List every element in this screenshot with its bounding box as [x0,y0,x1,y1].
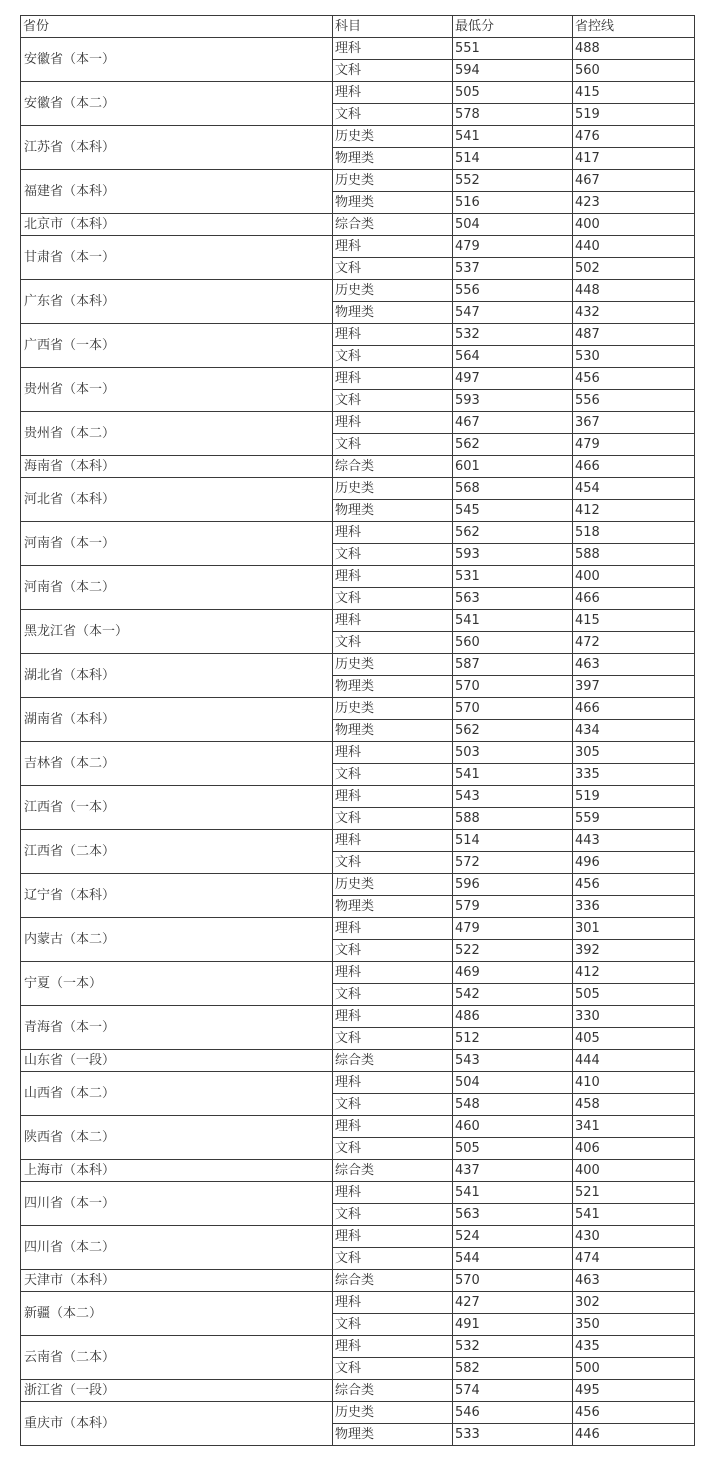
subject-cell: 文科 [333,1314,453,1336]
subject-cell: 理科 [333,1182,453,1204]
min-score-cell: 562 [453,434,573,456]
province-cell: 四川省（本二） [21,1226,333,1270]
table-row [21,236,695,258]
control-line-cell: 406 [573,1138,695,1160]
province-cell: 广西省（一本） [21,324,333,368]
table-header [21,16,695,38]
subject-cell: 文科 [333,1204,453,1226]
control-line-cell: 456 [573,368,695,390]
table-row [21,1182,695,1204]
province-cell: 浙江省（一段） [21,1380,333,1402]
subject-cell: 理科 [333,566,453,588]
province-cell: 湖南省（本科） [21,698,333,742]
table-row [21,1380,695,1402]
subject-cell: 物理类 [333,896,453,918]
header-control-line: 省控线 [573,16,695,38]
subject-cell: 理科 [333,786,453,808]
province-cell: 内蒙古（本二） [21,918,333,962]
min-score-cell: 505 [453,1138,573,1160]
subject-cell: 文科 [333,390,453,412]
min-score-cell: 551 [453,38,573,60]
province-cell: 江西省（一本） [21,786,333,830]
control-line-cell: 496 [573,852,695,874]
control-line-cell: 456 [573,874,695,896]
min-score-cell: 570 [453,698,573,720]
province-cell: 福建省（本科） [21,170,333,214]
control-line-cell: 476 [573,126,695,148]
province-cell: 重庆市（本科） [21,1402,333,1446]
subject-cell: 物理类 [333,302,453,324]
control-line-cell: 467 [573,170,695,192]
min-score-cell: 570 [453,1270,573,1292]
subject-cell: 理科 [333,82,453,104]
subject-cell: 理科 [333,236,453,258]
min-score-cell: 486 [453,1006,573,1028]
subject-cell: 历史类 [333,874,453,896]
min-score-cell: 491 [453,1314,573,1336]
control-line-cell: 487 [573,324,695,346]
subject-cell: 历史类 [333,170,453,192]
min-score-cell: 460 [453,1116,573,1138]
subject-cell: 文科 [333,1358,453,1380]
control-line-cell: 400 [573,1160,695,1182]
control-line-cell: 466 [573,456,695,478]
table-row [21,742,695,764]
min-score-cell: 537 [453,258,573,280]
province-cell: 天津市（本科） [21,1270,333,1292]
province-cell: 甘肃省（本一） [21,236,333,280]
province-cell: 青海省（本一） [21,1006,333,1050]
min-score-cell: 479 [453,918,573,940]
table-row [21,368,695,390]
province-cell: 吉林省（本二） [21,742,333,786]
subject-cell: 理科 [333,610,453,632]
subject-cell: 文科 [333,808,453,830]
subject-cell: 物理类 [333,192,453,214]
control-line-cell: 350 [573,1314,695,1336]
subject-cell: 文科 [333,60,453,82]
table-row [21,478,695,500]
min-score-cell: 596 [453,874,573,896]
control-line-cell: 400 [573,214,695,236]
subject-cell: 理科 [333,1226,453,1248]
control-line-cell: 560 [573,60,695,82]
province-cell: 新疆（本二） [21,1292,333,1336]
min-score-cell: 547 [453,302,573,324]
control-line-cell: 412 [573,500,695,522]
control-line-cell: 434 [573,720,695,742]
subject-cell: 文科 [333,346,453,368]
province-cell: 河北省（本科） [21,478,333,522]
control-line-cell: 502 [573,258,695,280]
min-score-cell: 545 [453,500,573,522]
province-cell: 山西省（本二） [21,1072,333,1116]
subject-cell: 文科 [333,1028,453,1050]
subject-cell: 文科 [333,1248,453,1270]
subject-cell: 文科 [333,632,453,654]
subject-cell: 综合类 [333,1380,453,1402]
min-score-cell: 563 [453,588,573,610]
min-score-cell: 504 [453,214,573,236]
subject-cell: 物理类 [333,1424,453,1446]
province-cell: 山东省（一段） [21,1050,333,1072]
min-score-cell: 562 [453,720,573,742]
subject-cell: 文科 [333,984,453,1006]
control-line-cell: 305 [573,742,695,764]
table-row [21,170,695,192]
subject-cell: 理科 [333,962,453,984]
subject-cell: 理科 [333,324,453,346]
subject-cell: 理科 [333,918,453,940]
min-score-cell: 568 [453,478,573,500]
table-row [21,874,695,896]
subject-cell: 理科 [333,830,453,852]
subject-cell: 历史类 [333,1402,453,1424]
table-row [21,1072,695,1094]
min-score-cell: 505 [453,82,573,104]
control-line-cell: 423 [573,192,695,214]
table-row [21,522,695,544]
control-line-cell: 440 [573,236,695,258]
min-score-cell: 437 [453,1160,573,1182]
table-row [21,126,695,148]
table-row [21,1160,695,1182]
province-cell: 安徽省（本二） [21,82,333,126]
subject-cell: 理科 [333,1072,453,1094]
province-cell: 陕西省（本二） [21,1116,333,1160]
min-score-cell: 504 [453,1072,573,1094]
min-score-cell: 587 [453,654,573,676]
control-line-cell: 397 [573,676,695,698]
table-row [21,918,695,940]
table-row [21,1116,695,1138]
control-line-cell: 519 [573,786,695,808]
control-line-cell: 466 [573,588,695,610]
province-cell: 河南省（本二） [21,566,333,610]
min-score-cell: 578 [453,104,573,126]
province-cell: 黑龙江省（本一） [21,610,333,654]
min-score-cell: 531 [453,566,573,588]
min-score-cell: 560 [453,632,573,654]
subject-cell: 物理类 [333,676,453,698]
min-score-cell: 541 [453,610,573,632]
min-score-cell: 562 [453,522,573,544]
min-score-cell: 601 [453,456,573,478]
province-cell: 贵州省（本一） [21,368,333,412]
min-score-cell: 514 [453,148,573,170]
subject-cell: 物理类 [333,148,453,170]
min-score-cell: 563 [453,1204,573,1226]
province-cell: 上海市（本科） [21,1160,333,1182]
control-line-cell: 466 [573,698,695,720]
min-score-cell: 427 [453,1292,573,1314]
subject-cell: 理科 [333,38,453,60]
control-line-cell: 435 [573,1336,695,1358]
control-line-cell: 302 [573,1292,695,1314]
subject-cell: 理科 [333,1292,453,1314]
control-line-cell: 444 [573,1050,695,1072]
min-score-cell: 582 [453,1358,573,1380]
province-cell: 江苏省（本科） [21,126,333,170]
min-score-cell: 570 [453,676,573,698]
subject-cell: 文科 [333,764,453,786]
control-line-cell: 556 [573,390,695,412]
subject-cell: 理科 [333,1006,453,1028]
subject-cell: 文科 [333,104,453,126]
min-score-cell: 503 [453,742,573,764]
subject-cell: 文科 [333,434,453,456]
control-line-cell: 505 [573,984,695,1006]
province-cell: 贵州省（本二） [21,412,333,456]
table-row [21,214,695,236]
min-score-cell: 548 [453,1094,573,1116]
table-row [21,1006,695,1028]
subject-cell: 综合类 [333,456,453,478]
control-line-cell: 559 [573,808,695,830]
province-cell: 江西省（二本） [21,830,333,874]
control-line-cell: 472 [573,632,695,654]
subject-cell: 历史类 [333,280,453,302]
control-line-cell: 412 [573,962,695,984]
subject-cell: 文科 [333,1138,453,1160]
control-line-cell: 335 [573,764,695,786]
province-cell: 湖北省（本科） [21,654,333,698]
min-score-cell: 579 [453,896,573,918]
min-score-cell: 479 [453,236,573,258]
control-line-cell: 456 [573,1402,695,1424]
min-score-cell: 469 [453,962,573,984]
table-row [21,610,695,632]
control-line-cell: 415 [573,610,695,632]
subject-cell: 理科 [333,1336,453,1358]
control-line-cell: 392 [573,940,695,962]
control-line-cell: 454 [573,478,695,500]
min-score-cell: 524 [453,1226,573,1248]
table-row [21,1226,695,1248]
min-score-cell: 544 [453,1248,573,1270]
table-row [21,280,695,302]
min-score-cell: 588 [453,808,573,830]
table-row [21,786,695,808]
subject-cell: 文科 [333,588,453,610]
subject-cell: 理科 [333,1116,453,1138]
min-score-cell: 532 [453,1336,573,1358]
min-score-cell: 574 [453,1380,573,1402]
header-row [21,16,695,38]
table-row [21,456,695,478]
subject-cell: 理科 [333,522,453,544]
control-line-cell: 400 [573,566,695,588]
subject-cell: 文科 [333,852,453,874]
min-score-cell: 556 [453,280,573,302]
subject-cell: 历史类 [333,654,453,676]
min-score-cell: 593 [453,544,573,566]
min-score-cell: 543 [453,786,573,808]
control-line-cell: 463 [573,654,695,676]
control-line-cell: 495 [573,1380,695,1402]
subject-cell: 历史类 [333,698,453,720]
subject-cell: 综合类 [333,1270,453,1292]
min-score-cell: 497 [453,368,573,390]
table-row [21,654,695,676]
table-row [21,1270,695,1292]
table-row [21,1336,695,1358]
table-body [21,38,695,1446]
min-score-cell: 514 [453,830,573,852]
control-line-cell: 415 [573,82,695,104]
control-line-cell: 474 [573,1248,695,1270]
subject-cell: 文科 [333,544,453,566]
min-score-cell: 594 [453,60,573,82]
control-line-cell: 330 [573,1006,695,1028]
control-line-cell: 479 [573,434,695,456]
header-min-score: 最低分 [453,16,573,38]
control-line-cell: 410 [573,1072,695,1094]
control-line-cell: 430 [573,1226,695,1248]
control-line-cell: 301 [573,918,695,940]
subject-cell: 物理类 [333,720,453,742]
control-line-cell: 443 [573,830,695,852]
subject-cell: 文科 [333,258,453,280]
header-subject: 科目 [333,16,453,38]
control-line-cell: 341 [573,1116,695,1138]
subject-cell: 文科 [333,940,453,962]
min-score-cell: 546 [453,1402,573,1424]
control-line-cell: 458 [573,1094,695,1116]
province-cell: 河南省（本一） [21,522,333,566]
table-row [21,412,695,434]
subject-cell: 综合类 [333,1050,453,1072]
subject-cell: 理科 [333,412,453,434]
score-table [20,15,695,1446]
control-line-cell: 518 [573,522,695,544]
control-line-cell: 488 [573,38,695,60]
province-cell: 广东省（本科） [21,280,333,324]
control-line-cell: 417 [573,148,695,170]
control-line-cell: 541 [573,1204,695,1226]
subject-cell: 理科 [333,368,453,390]
province-cell: 海南省（本科） [21,456,333,478]
min-score-cell: 542 [453,984,573,1006]
table-row [21,1050,695,1072]
control-line-cell: 448 [573,280,695,302]
table-row [21,324,695,346]
province-cell: 四川省（本一） [21,1182,333,1226]
control-line-cell: 446 [573,1424,695,1446]
min-score-cell: 512 [453,1028,573,1050]
min-score-cell: 552 [453,170,573,192]
min-score-cell: 543 [453,1050,573,1072]
min-score-cell: 467 [453,412,573,434]
subject-cell: 历史类 [333,478,453,500]
control-line-cell: 336 [573,896,695,918]
province-cell: 安徽省（本一） [21,38,333,82]
control-line-cell: 367 [573,412,695,434]
table-row [21,566,695,588]
min-score-cell: 541 [453,126,573,148]
subject-cell: 综合类 [333,214,453,236]
control-line-cell: 432 [573,302,695,324]
province-cell: 北京市（本科） [21,214,333,236]
control-line-cell: 521 [573,1182,695,1204]
control-line-cell: 588 [573,544,695,566]
table-row [21,1402,695,1424]
table-row [21,82,695,104]
min-score-cell: 572 [453,852,573,874]
table-row [21,1292,695,1314]
control-line-cell: 530 [573,346,695,368]
table-row [21,962,695,984]
control-line-cell: 519 [573,104,695,126]
subject-cell: 理科 [333,742,453,764]
subject-cell: 物理类 [333,500,453,522]
table-row [21,830,695,852]
subject-cell: 历史类 [333,126,453,148]
province-cell: 宁夏（一本） [21,962,333,1006]
subject-cell: 文科 [333,1094,453,1116]
control-line-cell: 500 [573,1358,695,1380]
header-province: 省份 [21,16,333,38]
table-row [21,698,695,720]
control-line-cell: 405 [573,1028,695,1050]
province-cell: 辽宁省（本科） [21,874,333,918]
min-score-cell: 564 [453,346,573,368]
min-score-cell: 522 [453,940,573,962]
subject-cell: 综合类 [333,1160,453,1182]
min-score-cell: 541 [453,1182,573,1204]
table-row [21,38,695,60]
min-score-cell: 593 [453,390,573,412]
min-score-cell: 532 [453,324,573,346]
min-score-cell: 533 [453,1424,573,1446]
min-score-cell: 516 [453,192,573,214]
province-cell: 云南省（二本） [21,1336,333,1380]
control-line-cell: 463 [573,1270,695,1292]
min-score-cell: 541 [453,764,573,786]
